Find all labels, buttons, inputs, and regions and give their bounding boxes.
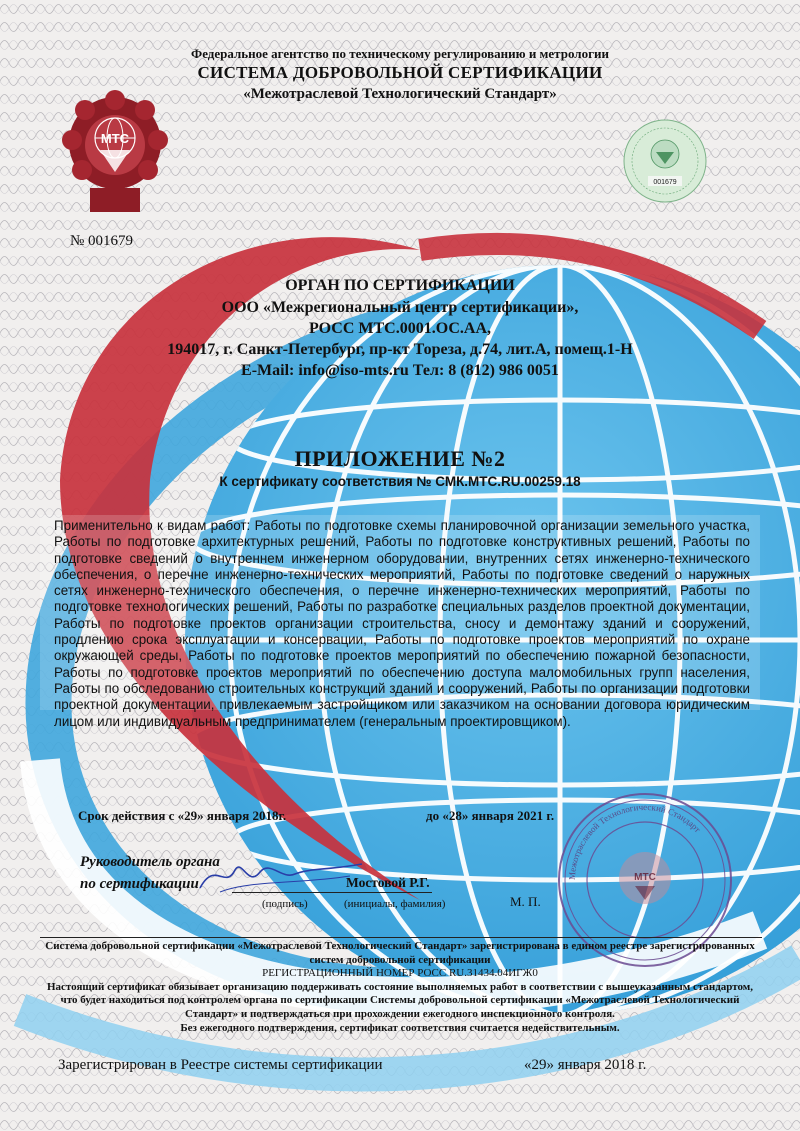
signatory-name: Мостовой Р.Г. [346,875,430,890]
system-title: СИСТЕМА ДОБРОВОЛЬНОЙ СЕРТИФИКАЦИИ [197,63,603,82]
signatory-role-line2: по сертификации [80,876,199,892]
signatory-role-line1: Руководитель органа [80,854,220,870]
footer-line-6: Стандарт» и подтверждаться при прохождении ежегодного инспекционного контроля. [185,1007,615,1020]
footer-line-3: РЕГИСТРАЦИОННЫЙ НОМЕР РОСС RU.31434.04ИГЖ0 [262,967,538,980]
footer-line-4: Настоящий сертификат обязывает организацию поддерживать состояние выполняемых работ в соответствии с вышеуказанным стандартом, [46,980,754,993]
organ-name: ООО «Межрегиональный центр сертификации», [221,299,579,316]
stamp-place-label: М. П. [510,894,541,909]
organ-reg-number: РОСС МТС.0001.ОС.АА, [308,320,492,337]
organ-address: 194017, г. Санкт-Петербург, пр-кт Тореза, д.74, лит.А, помещ.1-Н [167,341,633,358]
emblem-abbr: МТС [100,131,130,146]
validity-to: до «28» января 2021 г. [426,808,555,823]
certificate-number: № 001679 [70,233,134,249]
registry-text: Зарегистрирован в Реестре системы сертификации [58,1057,383,1073]
initials-caption: (инициалы, фамилия) [344,898,446,910]
footer-line-2: систем добровольной сертификации [309,953,491,966]
appendix-subtitle: К сертификату соответствия № СМК.МТС.RU.00259.18 [219,474,581,489]
scope-of-works: Применительно к видам работ: Работы по подготовке схемы планировочной организации земельного участка, Работы по подготовке архитектурных решений, Работы по подготовке конструктивных решений, Работы по подготовке сведений о внутреннем инженерном оборудовании, внутренних сетях инженерно-технического обеспечения, о перечне инженерно-технических мероприятий, Работы по подготовке сведений о наружных сетях инженерно-технического обеспечения, о перечне инженерно-технических мероприятий, Работы по подготовке технологических решений, Работы по разработке специальных разделов проектной документации, Работы по подготовке проектов организации строительства, сносу и демонтажу зданий и сооружений, продлению срока эксплуатации и консервации, Работы по подготовке проектов мероприятий по охране окружающей среды, Работы по подготовке проектов мероприятий по обеспечению пожарной безопасности, Работы по подготовке проектов мероприятий по обеспечению доступа маломобильных групп населения, Работы по обследованию строительных конструкций зданий и сооружений, Работы по организации подготовки проектной документации, привлекаемым застройщиком или заказчиком на основании договора юридическим лицом или индивидуальным предпринимателем (генеральным проектировщиком). [54,518,750,729]
hologram-sticker-icon [622,118,708,204]
hologram-number: 001679 [653,179,677,186]
mts-emblem-icon [60,88,170,228]
handwritten-signature-icon [190,850,370,900]
footer-line-5: что будет находиться под контролем органа по сертификации Системы добровольной сертификации «Межотраслевой Технологический [60,994,740,1007]
appendix-title: ПРИЛОЖЕНИЕ №2 [294,446,506,471]
validity-from: Срок действия с «29» января 2018г. [78,808,287,823]
agency-name: Федеральное агентство по техническому регулированию и метрологии [191,46,609,61]
footer-registration [40,940,760,1035]
seal-ring-text: Межотраслевой Технологический Стандарт [566,801,703,881]
footer-line-7: Без ежегодного подтверждения, сертификат соответствия считается недействительным. [180,1021,620,1034]
organ-title: ОРГАН ПО СЕРТИФИКАЦИИ [285,277,515,294]
signature-caption: (подпись) [262,898,308,910]
seal-abbr: МТС [634,872,656,883]
standard-name: «Межотраслевой Технологический Стандарт» [243,86,557,102]
organ-contacts: E-Mail: info@iso-mts.ru Тел: 8 (812) 986 0051 [241,362,559,379]
footer-line-1: Система добровольной сертификации «Межотраслевой Технологический Стандарт» зарегистрирована в едином реестре зарегистрированных [45,940,755,952]
registry-date: «29» января 2018 г. [524,1057,647,1073]
footer-divider [40,937,762,938]
